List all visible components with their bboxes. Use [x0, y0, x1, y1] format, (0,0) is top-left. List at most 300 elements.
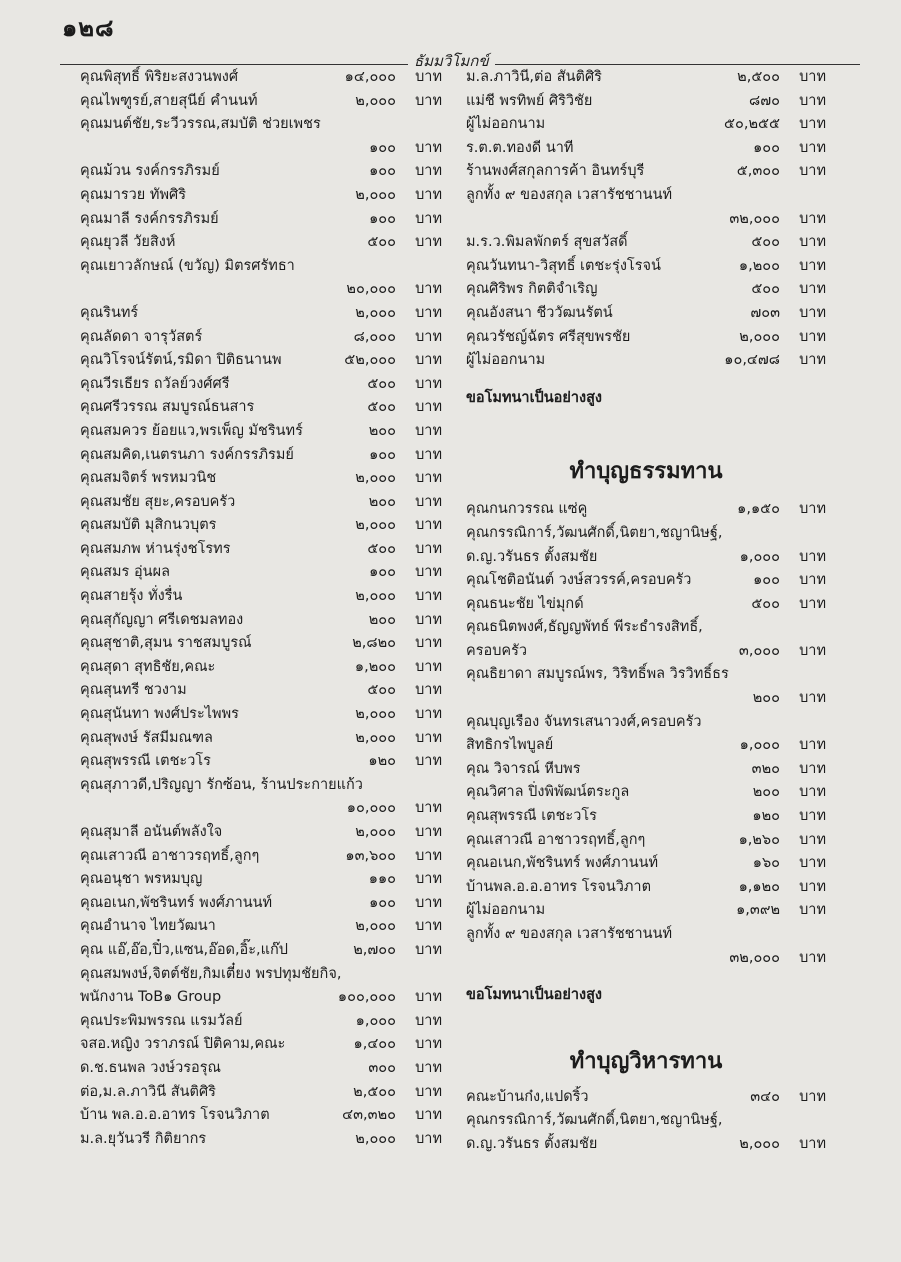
donor-name: คุณสมบัติ มุสิกนวบุตร: [80, 517, 217, 534]
currency-unit: บาท: [415, 352, 442, 369]
donor-name: ด.ช.ธนพล วงษ์วรอรุณ: [80, 1059, 221, 1076]
donation-amount: ๒,๐๐๐: [355, 918, 396, 935]
currency-unit: บาท: [799, 69, 826, 85]
donation-row: [466, 498, 826, 522]
donation-row: [466, 1133, 826, 1157]
donor-name: คุณศิริพร กิตติจำเริญ: [466, 281, 598, 298]
donation-row: [80, 255, 442, 279]
currency-unit: บาท: [415, 139, 442, 156]
donation-row: [466, 302, 826, 326]
currency-unit: บาท: [799, 572, 826, 589]
donor-name: คุณกรรณิการ์,วัฒนศักดิ์,นิตยา,ชญานิษฐ์,: [466, 1112, 723, 1129]
donation-row: [80, 349, 442, 373]
donation-amount: ๘๗๐: [749, 92, 780, 109]
donor-name: คุณศรีวรรณ สมบูรณ์ธนสาร: [80, 399, 255, 416]
currency-unit: บาท: [415, 989, 442, 1006]
donation-amount: ๓๒๐: [751, 760, 780, 777]
currency-unit: บาท: [415, 658, 442, 675]
donation-row: [80, 1057, 442, 1081]
donor-name: คุณมนต์ชัย,ระวีวรรณ,สมบัติ ช่วยเพชร: [80, 116, 321, 133]
donation-row: [466, 208, 826, 232]
donor-name: คุณสุชาติ,สุมน ราชสมบูรณ์: [80, 635, 252, 652]
currency-unit: บาท: [415, 540, 442, 557]
donation-row: [80, 113, 442, 137]
thanks-note: ขอโมทนาเป็นอย่างสูง: [466, 987, 603, 1004]
donation-amount: ๒,๐๐๐: [355, 470, 396, 487]
donation-row: [80, 184, 442, 208]
currency-unit: บาท: [415, 824, 442, 840]
donation-amount: ๑๒๐: [368, 753, 396, 770]
donor-name: คุณสุพรรณี เตชะวโร: [466, 808, 597, 825]
donation-row: [466, 876, 826, 900]
currency-unit: บาท: [415, 564, 442, 581]
donation-amount: ๑๔,๐๐๐: [344, 69, 396, 85]
donor-name: ม.ร.ว.พิมลพักตร์ สุขสวัสดิ์: [466, 234, 628, 251]
currency-unit: บาท: [415, 422, 442, 439]
donor-name: คุณวรัชญ์ฉัตร ศรีสุขพรชัย: [466, 328, 631, 345]
currency-unit: บาท: [415, 517, 442, 534]
donor-name: พนักงาน ToB๑ Group: [80, 989, 222, 1006]
donation-amount: ๑,๒๐๐: [354, 658, 396, 675]
currency-unit: บาท: [415, 1059, 442, 1076]
donor-name: ครอบครัว: [466, 642, 528, 659]
donor-name: ม.ล.ยุวันวรี กิติยากร: [80, 1130, 207, 1147]
donation-row: [466, 1086, 826, 1110]
donation-amount: ๑,๓๙๒: [736, 902, 780, 919]
donation-amount: ๒๐๐: [368, 493, 396, 510]
donation-row: [80, 326, 442, 350]
currency-unit: บาท: [799, 595, 826, 612]
donation-amount: ๘,๐๐๐: [353, 328, 396, 345]
donation-row: [466, 522, 826, 546]
donation-amount: ๓๒,๐๐๐: [729, 210, 780, 227]
donation-amount: ๔๓,๓๒๐: [342, 1107, 396, 1124]
donation-amount: ๒๐๐: [752, 690, 780, 707]
donor-name: ลูกทั้ง ๙ ของสกุล เวสารัชชานนท์: [466, 186, 673, 203]
donor-name: คุณเยาวลักษณ์ (ขวัญ) มิตรศรัทธา: [80, 257, 295, 274]
donation-row: [80, 373, 442, 397]
currency-unit: บาท: [415, 210, 442, 227]
donation-row: [80, 1081, 442, 1105]
currency-unit: บาท: [799, 352, 826, 369]
donor-name: คุณวีรเธียร ถวัลย์วงศ์ศรี: [80, 375, 230, 392]
currency-unit: บาท: [799, 690, 826, 707]
donor-name: คุณมาลี รงค์กรรภิรมย์: [80, 210, 219, 227]
currency-unit: บาท: [415, 588, 442, 605]
donation-amount: ๑๑๐: [368, 871, 396, 888]
donor-name: คณะบ้านก๋ง,แปดริ้ว: [466, 1088, 589, 1105]
donation-amount: ๒,๐๐๐: [355, 304, 396, 321]
currency-unit: บาท: [799, 163, 826, 180]
page-number: ๑๒๘: [62, 14, 115, 42]
donor-name: คุณสุนันทา พงศ์ประไพพร: [80, 706, 239, 723]
donation-row: [80, 444, 442, 468]
donation-row: [80, 774, 442, 798]
donor-name: ร้านพงศ์สกุลการค้า อินทร์บุรี: [466, 163, 645, 180]
donation-row: [80, 278, 442, 302]
currency-unit: บาท: [415, 163, 442, 180]
currency-unit: บาท: [415, 847, 442, 864]
currency-unit: บาท: [415, 611, 442, 628]
donor-name: ต่อ,ม.ล.ภาวินี สันติศิริ: [80, 1083, 216, 1100]
currency-unit: บาท: [799, 116, 826, 133]
donation-amount: ๕๐๐: [367, 399, 396, 416]
donor-name: คุณสมคิด,เนตรนภา รงค์กรรภิรมย์: [80, 446, 294, 463]
donation-row: [466, 593, 826, 617]
donation-row: [80, 797, 442, 821]
donor-name: ผู้ไม่ออกนาม: [466, 116, 546, 133]
donation-amount: ๒,๐๐๐: [355, 517, 396, 534]
currency-unit: บาท: [799, 642, 826, 659]
currency-unit: บาท: [799, 92, 826, 109]
donor-name: คุณสมจิตร์ พรหมวนิช: [80, 470, 217, 487]
donation-amount: ๒,๘๒๐: [352, 635, 396, 652]
donor-name: คุณสายรุ้ง ทั่งรื่น: [80, 588, 183, 605]
donation-row: [80, 1128, 442, 1152]
right-column: [466, 66, 826, 1157]
donation-row: [80, 514, 442, 538]
section-title-vihara: ทำบุญวิหารทาน: [569, 1048, 723, 1074]
donor-name: คุณม้วน รงค์กรรภิรมย์: [80, 163, 220, 180]
section-title-dharma: ทำบุญธรรมทาน: [569, 459, 723, 485]
donation-amount: ๒,๐๐๐: [355, 92, 396, 109]
donor-name: บ้าน พล.อ.อ.อาทร โรจนวิภาต: [80, 1107, 270, 1124]
currency-unit: บาท: [799, 737, 826, 754]
donation-amount: ๑๐๐: [753, 139, 780, 156]
donor-name: คุณอังสนา ชีววัฒนรัตน์: [466, 304, 613, 321]
donation-amount: ๒๐๐: [368, 611, 396, 628]
donation-amount: ๑,๐๐๐: [355, 1012, 396, 1029]
donation-amount: ๑,๒๖๐: [738, 831, 780, 848]
currency-unit: บาท: [799, 784, 826, 801]
donor-name: ลูกทั้ง ๙ ของสกุล เวสารัชชานนท์: [466, 926, 673, 942]
donation-row: [466, 1109, 826, 1133]
donor-name: คุณเสาวณี อาชาวรฤทธิ์,ลูกๆ: [466, 831, 646, 848]
donor-name: คุณธนิตพงศ์,ธัญญพัทธ์ พีระธำรงสิทธิ์,: [466, 619, 703, 636]
donation-row: [80, 137, 442, 161]
donation-row: [80, 585, 442, 609]
currency-unit: บาท: [415, 234, 442, 251]
donor-name: สิทธิกรไพบูลย์: [466, 737, 554, 754]
donation-row: [80, 491, 442, 515]
donation-row: [80, 986, 442, 1010]
donor-name: ด.ญ.วรันธร ตั้งสมชัย: [466, 548, 598, 565]
donation-row: [466, 326, 826, 350]
donation-row: [80, 750, 442, 774]
donation-row: [80, 727, 442, 751]
donation-amount: ๒๐๐: [752, 784, 780, 801]
donation-amount: ๒,๐๐๐: [739, 1135, 780, 1152]
donation-row: [80, 963, 442, 987]
donor-name: ผู้ไม่ออกนาม: [466, 352, 546, 369]
donor-name: คุณสมควร ย้อยแว,พรเพ็ญ มัชรินทร์: [80, 422, 303, 439]
donation-row: [80, 160, 442, 184]
donation-row: [80, 821, 442, 845]
donation-row: [80, 868, 442, 892]
currency-unit: บาท: [415, 894, 442, 911]
donor-name: คุณสุพรรณี เตชะวโร: [80, 753, 211, 770]
donation-amount: ๕๐๐: [751, 281, 780, 298]
donation-row: [466, 349, 826, 373]
currency-unit: บาท: [799, 831, 826, 848]
donation-amount: ๒,๗๐๐: [353, 941, 396, 958]
donor-name: คุณสมภพ ห่านรุ่งชโรทร: [80, 540, 231, 557]
donation-row: [466, 569, 826, 593]
donation-row: [80, 656, 442, 680]
donor-name: คุณบุญเรือง จันทรเสนาวงศ์,ครอบครัว: [466, 713, 702, 730]
donation-row: [80, 1033, 442, 1057]
donation-row: [80, 703, 442, 727]
donation-row: [466, 160, 826, 184]
donation-amount: ๑,๑๕๐: [737, 501, 780, 518]
donor-name: คุณพิสุทธิ์ พิริยะสงวนพงศ์: [80, 69, 239, 85]
donation-row: [80, 915, 442, 939]
donation-amount: ๕๒,๐๐๐: [344, 352, 396, 369]
donation-amount: ๕๐,๒๕๕: [724, 116, 780, 133]
donation-amount: ๕๐๐: [751, 595, 780, 612]
currency-unit: บาท: [415, 729, 442, 746]
currency-unit: บาท: [799, 281, 826, 298]
donor-name: คุณรินทร์: [80, 304, 139, 321]
donor-name: คุณสุดา สุทธิชัย,คณะ: [80, 658, 216, 675]
donation-amount: ๑๐๐: [369, 894, 396, 911]
donor-name: คุณเสาวณี อาชาวรฤทธิ์,ลูกๆ: [80, 847, 260, 864]
donor-name: คุณอเนก,พัชรินทร์ พงศ์ภานนท์: [466, 855, 659, 872]
donation-row: [80, 396, 442, 420]
donation-amount: ๒,๐๐๐: [355, 824, 396, 840]
currency-unit: บาท: [799, 878, 826, 895]
currency-unit: บาท: [415, 635, 442, 652]
donation-amount: ๒,๕๐๐: [353, 1083, 396, 1100]
donation-amount: ๕๐๐: [367, 682, 396, 699]
donation-amount: ๑,๔๐๐: [353, 1036, 396, 1053]
currency-unit: บาท: [415, 493, 442, 510]
donation-row: [466, 947, 826, 971]
currency-unit: บาท: [415, 186, 442, 203]
donation-row: [80, 1104, 442, 1128]
donor-name: คุณวันทนา-วิสุทธิ์ เตชะรุ่งโรจน์: [466, 257, 661, 274]
currency-unit: บาท: [799, 234, 826, 251]
currency-unit: บาท: [799, 304, 826, 321]
donation-row: [80, 208, 442, 232]
donation-amount: ๓๐๐: [368, 1059, 396, 1076]
currency-unit: บาท: [415, 918, 442, 935]
donation-row: [466, 663, 826, 687]
donor-name: คุณอเนก,พัชรินทร์ พงศ์ภานนท์: [80, 894, 273, 911]
donation-row: [466, 758, 826, 782]
donor-name: คุณสุกัญญา ศรีเดชมลทอง: [80, 611, 244, 628]
donor-name: คุณธิยาดา สมบูรณ์พร, วิริทธิ์พล วิรวิทธิ์ธร: [466, 666, 729, 683]
donation-row: [466, 231, 826, 255]
donation-row: [80, 632, 442, 656]
donor-name: คุณอำนาจ ไทยวัฒนา: [80, 918, 216, 935]
donation-row: [80, 302, 442, 326]
donation-amount: ๒,๕๐๐: [737, 69, 780, 85]
donation-amount: ๕๐๐: [367, 540, 396, 557]
donation-amount: ๑๐,๔๗๘: [724, 352, 780, 369]
donation-amount: ๒๐๐: [368, 422, 396, 439]
donation-amount: ๓,๐๐๐: [738, 642, 780, 659]
donation-amount: ๒๐,๐๐๐: [346, 281, 396, 298]
currency-unit: บาท: [799, 808, 826, 825]
currency-unit: บาท: [415, 281, 442, 298]
currency-unit: บาท: [415, 1083, 442, 1100]
currency-unit: บาท: [415, 1036, 442, 1053]
currency-unit: บาท: [415, 69, 442, 85]
donation-row: [80, 939, 442, 963]
donation-row: [466, 640, 826, 664]
donation-amount: ๑๐,๐๐๐: [346, 800, 396, 817]
donor-name: คุณ วิจารณ์ หีบพร: [466, 760, 581, 777]
donation-row: [80, 90, 442, 114]
donation-row: [466, 546, 826, 570]
donation-amount: ๑,๑๒๐: [738, 878, 780, 895]
donation-row: [80, 561, 442, 585]
dharma-donor-list: [466, 498, 826, 970]
currency-unit: บาท: [799, 501, 826, 518]
donation-amount: ๑๐๐: [369, 564, 396, 581]
donation-row: [80, 609, 442, 633]
donation-row: [466, 781, 826, 805]
donor-name: ผู้ไม่ออกนาม: [466, 902, 546, 919]
donor-name: ร.ต.ต.ทองดี นาที: [466, 139, 574, 156]
currency-unit: บาท: [799, 855, 826, 872]
donation-amount: ๒,๐๐๐: [355, 729, 396, 746]
donation-amount: ๕,๓๐๐: [736, 163, 780, 180]
donation-row: [466, 899, 826, 923]
currency-unit: บาท: [415, 399, 442, 416]
donation-row: [466, 184, 826, 208]
donation-amount: ๑๐๐: [369, 446, 396, 463]
currency-unit: บาท: [799, 139, 826, 156]
currency-unit: บาท: [415, 304, 442, 321]
donation-row: [466, 137, 826, 161]
donation-row: [466, 90, 826, 114]
donor-name: คุณสุนทรี ชวงาม: [80, 682, 187, 699]
donor-name: คุณกรรณิการ์,วัฒนศักดิ์,นิตยา,ชญานิษฐ์,: [466, 524, 723, 541]
donation-amount: ๑๐๐: [369, 163, 396, 180]
donation-row: [80, 538, 442, 562]
donation-amount: ๒,๐๐๐: [355, 186, 396, 203]
currency-unit: บาท: [799, 210, 826, 227]
currency-unit: บาท: [415, 871, 442, 888]
donation-amount: ๑๐๐,๐๐๐: [337, 989, 396, 1006]
donation-row: [80, 66, 442, 90]
donation-row: [80, 1010, 442, 1034]
donation-row: [466, 829, 826, 853]
donor-name: คุณ แอ๊,อ๊อ,ปิ๋ว,แซน,อ๊อด,อิ๊ะ,แก๊ป: [80, 941, 288, 958]
currency-unit: บาท: [799, 760, 826, 777]
donor-name: ม.ล.ภาวินี,ต่อ สันติศิริ: [466, 69, 602, 85]
donor-name: คุณธนะชัย ไข่มุกด์: [466, 595, 584, 612]
donor-name: คุณสมพงษ์,จิตต์ชัย,กิมเตี๋ยง พรปทุมชัยกิจ,: [80, 965, 342, 982]
currency-unit: บาท: [415, 706, 442, 723]
donor-name: คุณสุพงษ์ รัสมีมณฑล: [80, 729, 213, 746]
currency-unit: บาท: [415, 1107, 442, 1124]
currency-unit: บาท: [799, 1135, 826, 1152]
donation-amount: ๗๐๓: [750, 304, 780, 321]
donation-amount: ๒,๐๐๐: [355, 706, 396, 723]
currency-unit: บาท: [415, 92, 442, 109]
donation-amount: ๓๒,๐๐๐: [729, 949, 780, 966]
currency-unit: บาท: [415, 1012, 442, 1029]
donation-amount: ๑,๐๐๐: [739, 737, 780, 754]
donation-row: [466, 734, 826, 758]
donor-name: คุณวิโรจน์รัตน์,รมิดา ปิติธนานพ: [80, 352, 282, 369]
vihara-donor-list: [466, 1086, 826, 1157]
currency-unit: บาท: [799, 328, 826, 345]
donation-amount: ๕๐๐: [367, 234, 396, 251]
donation-amount: ๒,๐๐๐: [739, 328, 780, 345]
donation-row: [80, 231, 442, 255]
donation-amount: ๒,๐๐๐: [355, 588, 396, 605]
donor-name: คุณอนุชา พรหมบุญ: [80, 871, 203, 888]
currency-unit: บาท: [415, 941, 442, 958]
donor-name: คุณมารวย ทัพศิริ: [80, 186, 186, 203]
donation-amount: ๑,๐๐๐: [739, 548, 780, 565]
donation-row: [466, 278, 826, 302]
donor-name: คุณสุภาวดี,ปริญญา รักซ้อน, ร้านประกายแก้ว: [80, 776, 363, 793]
donation-row: [466, 687, 826, 711]
donation-row: [80, 679, 442, 703]
donation-amount: ๑๐๐: [369, 139, 396, 156]
donor-name: คุณโชติอนันต์ วงษ์สวรรค์,ครอบครัว: [466, 572, 692, 589]
currency-unit: บาท: [415, 753, 442, 770]
donor-name: คุณลัดดา จารุวัสตร์: [80, 328, 203, 345]
donor-name: แม่ชี พรทิพย์ ศิริวิชัย: [466, 92, 593, 109]
currency-unit: บาท: [799, 1088, 826, 1105]
currency-unit: บาท: [415, 1130, 442, 1147]
currency-unit: บาท: [415, 446, 442, 463]
donation-amount: ๑๓,๖๐๐: [345, 847, 396, 864]
donation-row: [466, 616, 826, 640]
donor-name: ด.ญ.วรันธร ตั้งสมชัย: [466, 1135, 598, 1152]
donation-amount: ๕๐๐: [751, 234, 780, 251]
donation-amount: ๑๖๐: [752, 855, 780, 872]
currency-unit: บาท: [799, 949, 826, 966]
donation-row: [466, 923, 826, 947]
donor-name: คุณไพฑูรย์,สายสุนีย์ คำนนท์: [80, 92, 258, 109]
donation-row: [466, 255, 826, 279]
currency-unit: บาท: [415, 470, 442, 487]
donor-name: คุณยุวลี วัยสิงห์: [80, 234, 176, 251]
donation-amount: ๓๔๐: [750, 1088, 780, 1105]
donation-row: [80, 892, 442, 916]
currency-unit: บาท: [415, 800, 442, 817]
donation-amount: ๒,๐๐๐: [355, 1130, 396, 1147]
donor-name: คุณสมร อุ่นผล: [80, 564, 170, 581]
donation-row: [466, 66, 826, 90]
donor-name: คุณกนกวรรณ แซ่คู: [466, 501, 588, 518]
currency-unit: บาท: [415, 682, 442, 699]
donation-amount: ๑๒๐: [752, 808, 780, 825]
donation-row: [466, 113, 826, 137]
left-column: [80, 66, 442, 1151]
donation-row: [466, 805, 826, 829]
donation-row: [80, 845, 442, 869]
donation-row: [466, 852, 826, 876]
header-title: ธัมมวิโมกข์: [408, 49, 495, 73]
donation-row: [80, 467, 442, 491]
donor-name: จสอ.หญิง วราภรณ์ ปิติคาม,คณะ: [80, 1036, 286, 1053]
donor-name: คุณสุมาลี อนันต์พลังใจ: [80, 824, 223, 840]
currency-unit: บาท: [799, 902, 826, 919]
donation-amount: ๕๐๐: [367, 375, 396, 392]
currency-unit: บาท: [799, 257, 826, 274]
donation-row: [466, 711, 826, 735]
donor-name: คุณวิศาล ปิ่งพิพัฒน์ตระกูล: [466, 784, 630, 801]
donation-amount: ๑,๒๐๐: [738, 257, 780, 274]
